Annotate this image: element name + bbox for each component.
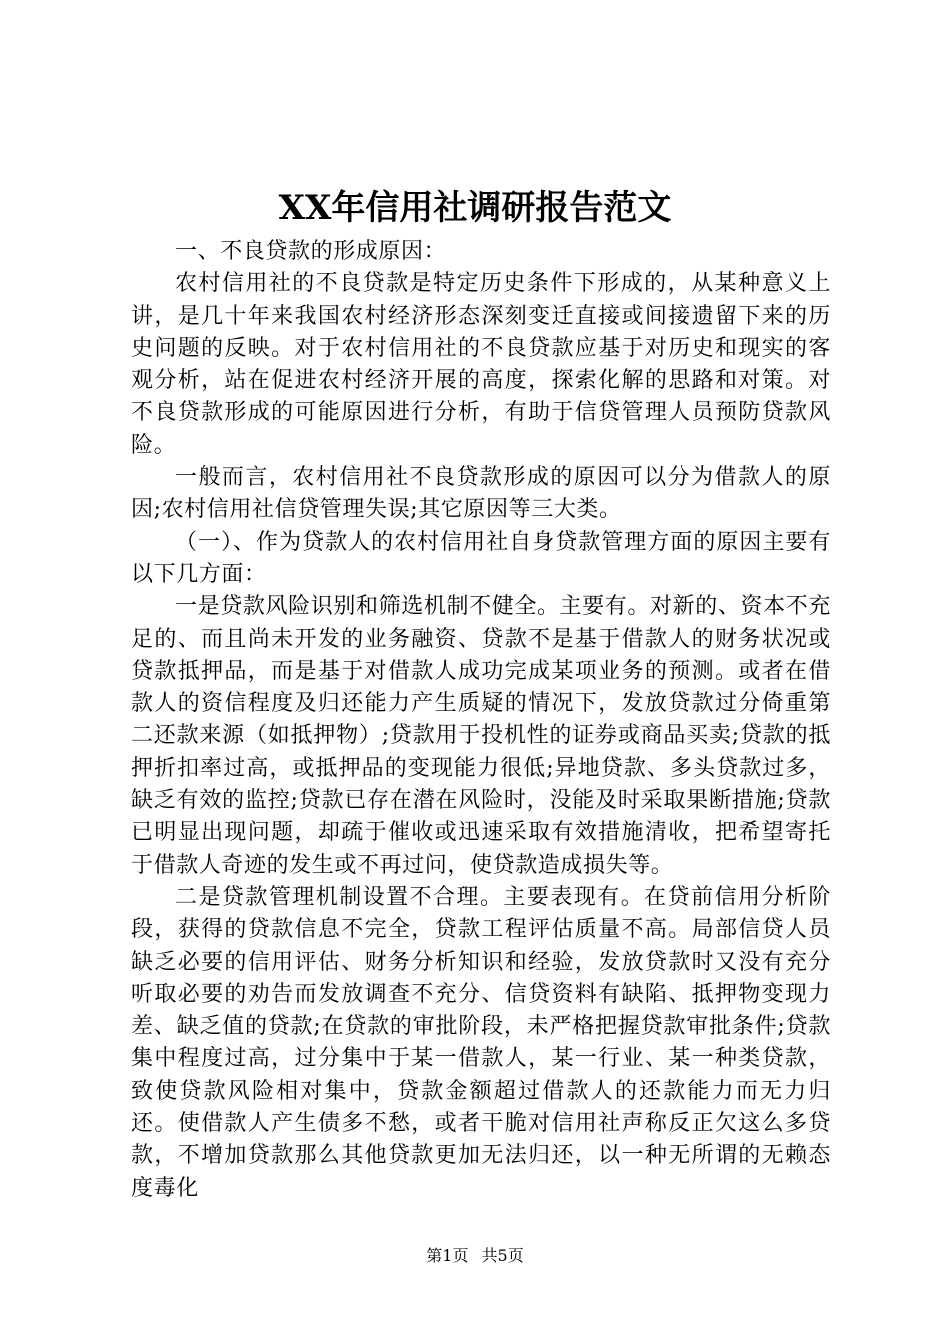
document-body	[131, 236, 831, 1205]
paragraph-section-heading: 一、不良贷款的形成原因：	[175, 239, 447, 264]
page-number: 第1页	[426, 1246, 469, 1265]
paragraph: 一般而言，农村信用社不良贷款形成的原因可以分为借款人的原因;农村信用社信贷管理失误;其它原因等三大类。	[131, 465, 831, 523]
page-total: 共5页	[481, 1246, 524, 1265]
paragraph-subsection-heading: （一）、作为贷款人的农村信用社自身贷款管理方面的原因主要有以下几方面：	[131, 529, 831, 587]
paragraph: 农村信用社的不良贷款是特定历史条件下形成的，从某种意义上讲，是几十年来我国农村经济形态深刻变迁直接或间接遗留下来的历史问题的反映。对于农村信用社的不良贷款应基于对历史和现实的客观分析，站在促进农村经济开展的高度，探索化解的思路和对策。对不良贷款形成的可能原因进行分析，有助于信贷管理人员预防贷款风险。	[131, 271, 831, 458]
document-title: XX年信用社调研报告范文	[278, 188, 672, 228]
page-footer	[0, 1245, 950, 1267]
paragraph: 一是贷款风险识别和筛选机制不健全。主要有。对新的、资本不充足的、而且尚未开发的业务融资、贷款不是基于借款人的财务状况或贷款抵押品，而是基于对借款人成功完成某项业务的预测。或者在借款人的资信程度及归还能力产生质疑的情况下，发放贷款过分倚重第二还款来源（如抵押物）;贷款用于投机性的证券或商品买卖;贷款的抵押折扣率过高，或抵押品的变现能力很低;异地贷款、多头贷款过多，缺乏有效的监控;贷款已存在潜在风险时，没能及时采取果断措施;贷款已明显出现问题，却疏于催收或迅速采取有效措施清收，把希望寄托于借款人奇迹的发生或不再过问，使贷款造成损失等。	[131, 594, 831, 878]
paragraph: 二是贷款管理机制设置不合理。主要表现有。在贷前信用分析阶段，获得的贷款信息不完全，贷款工程评估质量不高。局部信贷人员缺乏必要的信用评估、财务分析知识和经验，发放贷款时又没有充分听取必要的劝告而发放调查不充分、信贷资料有缺陷、抵押物变现力差、缺乏值的贷款;在贷款的审批阶段，未严格把握贷款审批条件;贷款集中程度过高，过分集中于某一借款人，某一行业、某一种类贷款，致使贷款风险相对集中，贷款金额超过借款人的还款能力而无力归还。使借款人产生债多不愁，或者干脆对信用社声称反正欠这么多贷款，不增加贷款那么其他贷款更加无法归还，以一种无所谓的无赖态度毒化	[131, 884, 831, 1201]
